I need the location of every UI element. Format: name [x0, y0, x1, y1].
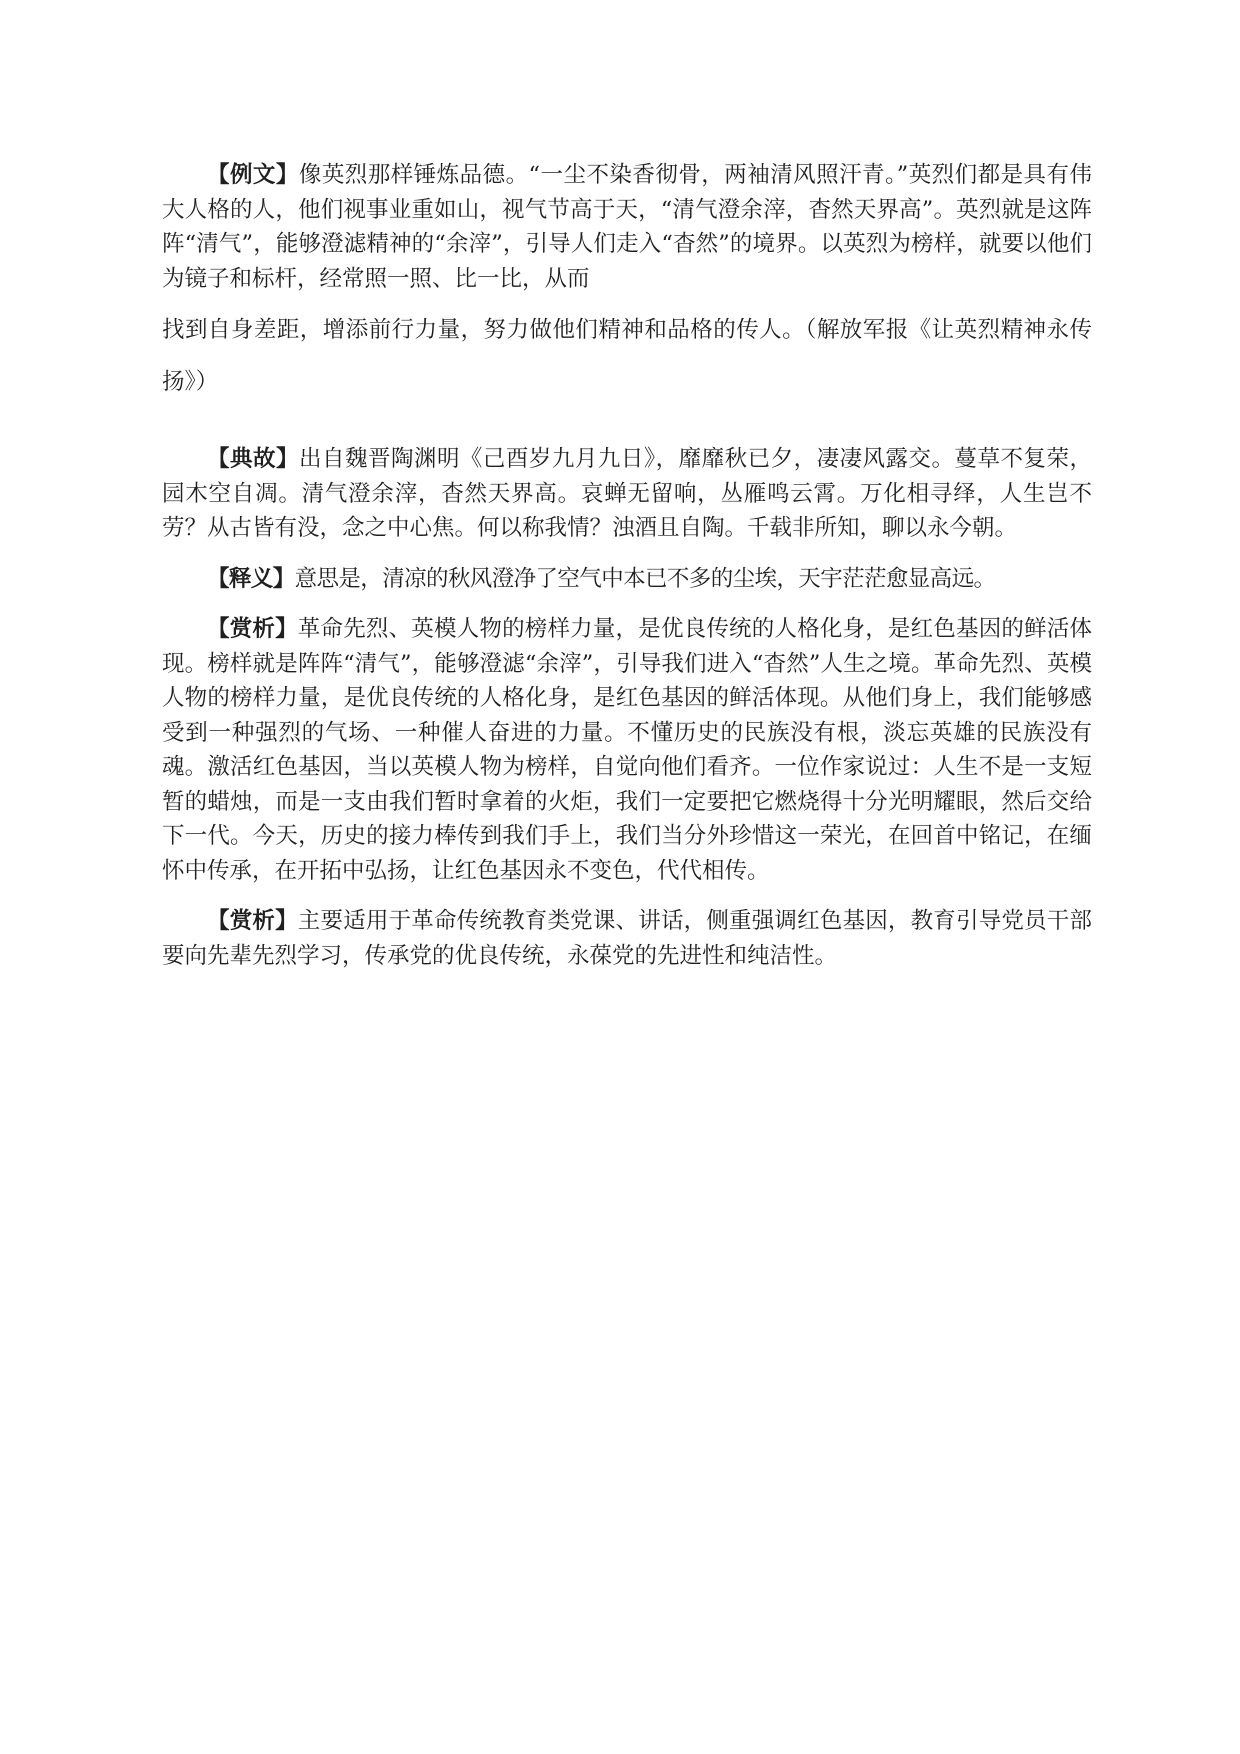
allusion-paragraph — [162, 442, 1092, 546]
usage-paragraph — [162, 904, 1092, 973]
allusion-text: 出自魏晋陶渊明《己酉岁九月九日》，靡靡秋已夕，凄凄风露交。蔓草不复荣，园木空自凋。清气澄余滓，杳然天界高。哀蝉无留响，丛雁鸣云霄。万化相寻绎，人生岂不劳？从古皆有没，念之中心焦。何以称我情？浊酒且自陶。千载非所知，聊以永今朝。 — [162, 446, 1092, 541]
example-text: 像英烈那样锤炼品德。“一尘不染香彻骨，两袖清风照汗青。”英烈们都是具有伟大人格的人，他们视事业重如山，视气节高于天，“清气澄余滓，杳然天界高”。英烈就是这阵阵“清气”，能够澄滤精神的“余滓”，引导人们走入“杳然”的境界。以英烈为榜样，就要以他们为镜子和标杆，经常照一照、比一比，从而 — [162, 162, 1092, 292]
analysis-text: 革命先烈、英模人物的榜样力量，是优良传统的人格化身，是红色基因的鲜活体现。榜样就是阵阵“清气”，能够澄滤“余滓”，引导我们进入“杳然”人生之境。革命先烈、英模人物的榜样力量，是优良传统的人格化身，是红色基因的鲜活体现。从他们身上，我们能够感受到一种强烈的气场、一种催人奋进的力量。不懂历史的民族没有根，淡忘英雄的民族没有魂。激活红色基因，当以英模人物为榜样，自觉向他们看齐。一位作家说过：人生不是一支短暂的蜡烛，而是一支由我们暂时拿着的火炬，我们一定要把它燃烧得十分光明耀眼，然后交给下一代。今天，历史的接力棒传到我们手上，我们当分外珍惜这一荣光，在回首中铭记，在缅怀中传承，在开拓中弘扬，让红色基因永不变色，代代相传。 — [162, 616, 1092, 884]
meaning-label: 【释义】 — [207, 565, 295, 592]
example-paragraph — [162, 158, 1092, 408]
meaning-paragraph — [162, 562, 1092, 597]
example-tail-block — [162, 304, 1092, 408]
analysis-paragraph — [162, 612, 1092, 888]
usage-text: 主要适用于革命传统教育类党课、讲话，侧重强调红色基因，教育引导党员干部要向先辈先烈学习，传承党的优良传统，永葆党的先进性和纯洁性。 — [162, 908, 1092, 969]
example-text-tail: 找到自身差距，增添前行力量，努力做他们精神和品格的传人。 — [162, 317, 806, 343]
example-label: 【例文】 — [207, 162, 299, 188]
allusion-label: 【典故】 — [207, 446, 299, 472]
usage-label: 【赏析】 — [207, 908, 298, 934]
meaning-text: 意思是，清凉的秋风澄净了空气中本已不多的尘埃，天宇茫茫愈显高远。 — [294, 565, 996, 592]
analysis-label: 【赏析】 — [207, 616, 298, 642]
example-source: （解放军报《让英烈精神永传扬》） — [162, 317, 1092, 395]
document-body — [162, 158, 1092, 973]
